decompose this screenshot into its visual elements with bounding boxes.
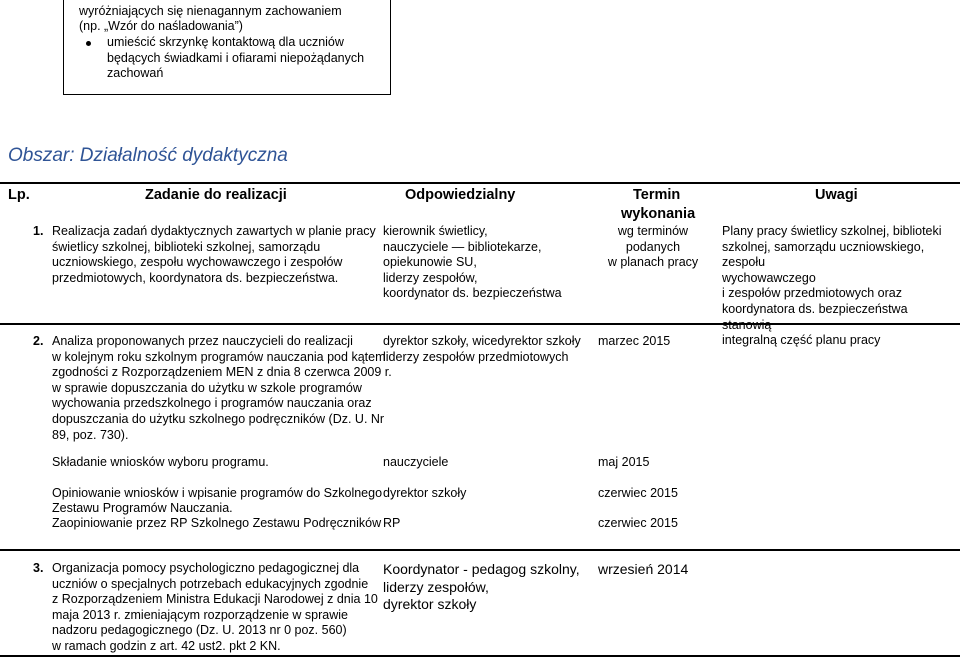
row-2-term: marzec 2015	[598, 334, 671, 348]
header-termin-2: wykonania	[621, 206, 696, 222]
header-termin: Termin	[633, 187, 681, 203]
row-2-sub2-task-2: Zestawu Programów Nauczania.	[52, 501, 233, 515]
row-3-term: wrzesień 2014	[598, 561, 689, 577]
row-2-sub3-task: Zaopiniowanie przez RP Szkolnego Zestawu Podręczników	[52, 516, 382, 530]
row-1-notes: Plany pracy świetlicy szkolnej, biblioteki szkolnej, samorządu uczniowskiego, zespołu wychowawczego i zespołów przedmiotowych oraz koordynatora ds. bezpieczeństwa stanowią integralną część planu pracy	[722, 224, 942, 348]
row-2-sub2-resp: dyrektor szkoły	[383, 486, 467, 500]
row-2-responsible: dyrektor szkoły, wicedyrektor szkoły liderzy zespołów przedmiotowych	[383, 334, 581, 364]
header-odpowiedzialny: Odpowiedzialny	[405, 187, 516, 203]
row-2-sub1-task: Składanie wniosków wyboru programu.	[52, 455, 269, 469]
row-2-sub3-term: czerwiec 2015	[598, 516, 678, 530]
row-2-sub1-resp: nauczyciele	[383, 455, 449, 469]
row-3-task: Organizacja pomocy psychologiczno pedagogicznej dla uczniów o specjalnych potrzebach edukacyjnych zgodnie z Rozporządzeniem Ministra Edukacji Narodowej z dnia 10 maja 2013 r. zmieniającym rozporządzenie w sprawie nadzoru pedagogicznego (Dz. U. 2013 nr 0 poz. 560) w ramach godzin z art. 42 ust2. pkt 2 KN.	[52, 561, 378, 653]
row-3-number: 3.	[33, 561, 44, 575]
header-zadanie: Zadanie do realizacji	[145, 187, 287, 203]
row-divider-2	[0, 549, 960, 551]
top-text-line2: (np. „Wzór do naśladowania”)	[79, 19, 243, 33]
row-1-number: 1.	[33, 224, 44, 238]
table-top-border	[0, 182, 960, 184]
top-text-line5: zachowań	[107, 66, 164, 80]
row-1-responsible: kierownik świetlicy, nauczyciele — bibliotekarze, opiekunowie SU, liderzy zespołów, koordynator ds. bezpieczeństwa	[383, 224, 562, 301]
row-2-number: 2.	[33, 334, 44, 348]
row-2-task: Analiza proponowanych przez nauczycieli do realizacji w kolejnym roku szkolnym programów nauczania pod kątem zgodności z Rozporządzeniem MEN z dnia 8 czerwca 2009 r. w sprawie dopuszczania do użytku w szkole programów wychowania przedszkolnego i programów nauczania oraz dopuszczania do użytku szkolnego podręczników (Dz. U. Nr 89, poz. 730).	[52, 334, 392, 442]
row-3-responsible: Koordynator - pedagog szkolny, liderzy zespołów, dyrektor szkoły	[383, 561, 580, 612]
top-text-line1: wyróżniających się nienagannym zachowaniem	[79, 4, 342, 18]
top-text-line4: będących świadkami i ofiarami niepożądanych	[107, 51, 365, 65]
section-title: Obszar: Działalność dydaktyczna	[8, 145, 288, 166]
row-1-term: wg terminów podanych w planach pracy	[607, 224, 699, 270]
row-2-sub2-term: czerwiec 2015	[598, 486, 678, 500]
row-1-task: Realizacja zadań dydaktycznych zawartych w planie pracy świetlicy szkolnej, biblioteki szkolnej, samorządu uczniowskiego, zespołu wychowawczego i zespołów przedmiotowych, koordynatora ds. bezpieczeństwa.	[52, 224, 376, 285]
header-uwagi: Uwagi	[815, 187, 858, 203]
row-2-sub3-resp: RP	[383, 516, 401, 530]
row-2-sub1-term: maj 2015	[598, 455, 650, 469]
bullet-icon	[86, 41, 91, 46]
header-lp: Lp.	[8, 187, 30, 203]
top-text-line3: umieścić skrzynkę kontaktową dla uczniów	[107, 35, 344, 49]
row-2-sub2-task: Opiniowanie wniosków i wpisanie programów do Szkolnego	[52, 486, 383, 500]
